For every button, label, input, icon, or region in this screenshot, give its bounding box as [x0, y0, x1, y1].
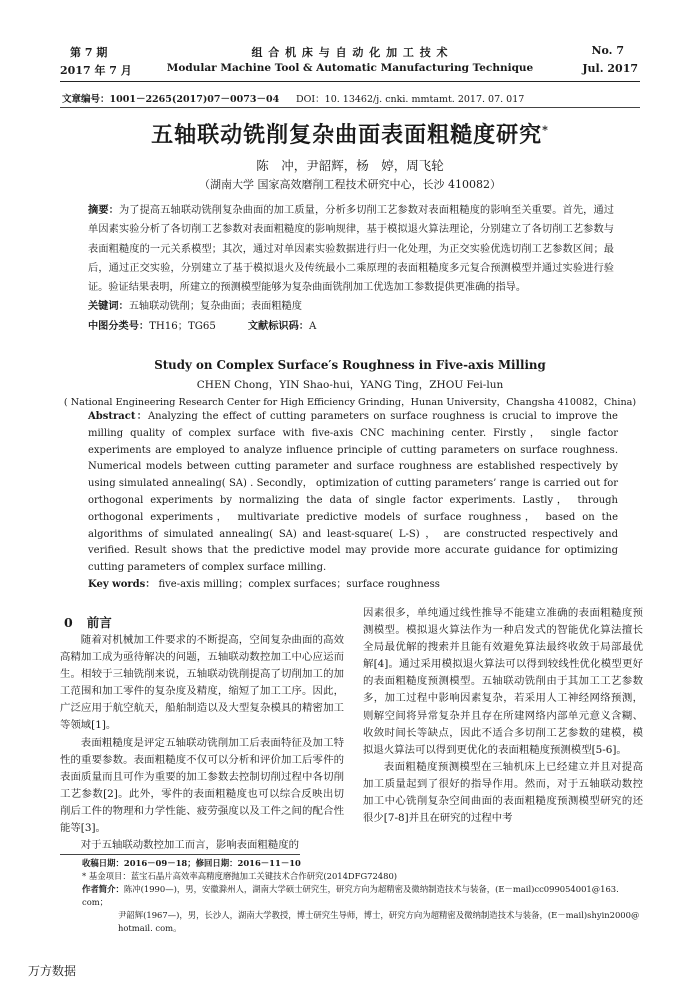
abstract-cn-label: 摘要：: [88, 204, 119, 216]
header-date-cn: 2017 年 7 月: [60, 64, 132, 77]
keywords-cn: 五轴联动铣削；复杂曲面；表面粗糙度: [128, 301, 302, 313]
header-issue-en: No. 7: [591, 44, 624, 57]
footnote-bio-1: 陈冲(1990—)，男，安徽滁州人，湖南大学硕士研究生，研究方向为超精密及微纳制造技术与装备，(E－mail)cc099054001@163. com；: [82, 884, 619, 907]
section-number: 0: [64, 615, 73, 630]
header-rule: [60, 81, 640, 82]
section-heading: [64, 613, 112, 631]
watermark: 万方数据: [28, 964, 77, 978]
abstract-en-label: Abstract：: [88, 411, 148, 422]
body-paragraph: 表面粗糙度是评定五轴联动铣削加工后表面特征及加工特性的重要参数。表面粗糙度不仅可以分析和评价加工后零件的表面质量而且可作为重要的加工参数去控制切削过程中各切削工艺参数[2]。此外，零件的表面粗糙度也可以综合反映出切削后工件的物理和力学性能、疲劳强度以及工件之间的配合性能等[3]。: [60, 736, 344, 835]
footnotes: [82, 857, 642, 935]
title-footnote-mark: *: [542, 123, 549, 137]
doc-code-label: 文献标识码：: [247, 319, 309, 332]
clc-number: TH16；TG65: [149, 320, 216, 332]
abstract-en-text: Analyzing the effect of cutting parameters on surface roughness is crucial to improve the milling quality of complex surface with five-axis CNC machining center. Firstly， single factor experiments are employed to analyze influence principle of cutting parameters on surface roughness. Numerical models between cutting parameter and surface roughness are established respectively by using simulated annealing( SA) . Secondly， optimization of cutting parameters’ range is carried out for orthogonal experiments by normalizing the data of single factor experiments. Lastly， through orthogonal experiments， multivariate predictive models of surface roughness， based on the algorithms of simulated annealing( SA) and least-square( L-S) ， are constructed respectively and verified. Result shows that the predictive model may provide more accurate guidance for optimizing cutting parameters of complex surface milling.: [88, 411, 618, 574]
header-issue-cn: 第 7 期: [70, 46, 108, 59]
doc-code: A: [308, 320, 317, 332]
title-en: Study on Complex Surface′s Roughness in Five-axis Milling: [154, 358, 546, 372]
footnote-fund: * 基金项目：蓝宝石晶片高效率高精度磨抛加工关键技术合作研究(2014DFG72480): [82, 871, 398, 881]
body-right-column: [363, 605, 643, 827]
body-paragraph: 随着对机械加工件要求的不断提高，空间复杂曲面的高效高精加工成为亟待解决的问题，五轴联动数控加工中心应运而生。相较于三轴铣削来说，五轴联动铣削提高了切削加工的加工范围和加工零件的复杂度及精度，缩短了加工工序。因此，广泛应用于航空航天，船舶制造以及大型复杂模具的精密加工等领域[1]。: [60, 634, 344, 732]
abstract-en: [88, 409, 618, 594]
section-title: 前言: [86, 615, 112, 630]
footnote-bio-2: 尹韶辉(1967—)，男，长沙人，湖南大学教授，博士研究生导师，博士，研究方向为超精密及微纳制造技术与装备，(E－mail)shyin2000@: [118, 910, 640, 920]
body-paragraph: 因素很多，单纯通过线性推导不能建立准确的表面粗糙度预测模型。模拟退火算法作为一种启发式的智能优化算法擅长全局最优解的搜索并且能有效避免算法最终收敛于局部最优解[4]。通过采用模拟退火算法可以得到较线性优化模型更好的表面粗糙度预测模型。五轴联动铣削由于其加工工艺参数多，加工过程中影响因素复杂，若采用人工神经网络预测，则解空间将异常复杂并且存在所建网络内部单元意义含糊、收敛时间长等缺点，因此不适合多切削工艺参数的建模，模拟退火算法可以得到更优化的表面粗糙度预测模型[5-6]。: [363, 607, 643, 756]
meta-rule: [60, 107, 640, 108]
abstract-cn: [88, 201, 614, 336]
header-date-en: Jul. 2017: [582, 62, 638, 75]
footnote-received: 收稿日期：2016－09－18；修回日期：2016－11－10: [82, 858, 301, 868]
body-paragraph: 表面粗糙度预测模型在三轴机床上已经建立并且对提高加工质量起到了很好的指导作用。然而，对于五轴联动数控加工中心铣削复杂空间曲面的表面粗糙度预测模型研究的还很少[7-8]并且在研究的过程中考: [363, 760, 643, 825]
clc-label: 中图分类号：: [88, 319, 150, 332]
body-paragraph: 对于五轴联动数控加工而言，影响表面粗糙度的: [80, 839, 299, 852]
header-journal-cn: 组 合 机 床 与 自 动 化 加 工 技 术: [251, 46, 449, 59]
footnote-bio-3: hotmail. com。: [118, 923, 182, 933]
title-cn: [60, 118, 640, 149]
doi: DOI：10. 13462/j. cnki. mmtamt. 2017. 07. 017: [296, 94, 525, 105]
affiliation-cn: （湖南大学 国家高效磨削工程技术研究中心，长沙 410082）: [199, 178, 501, 191]
keywords-en: five-axis milling；complex surfaces；surface roughness: [158, 578, 440, 590]
footnote-bio-label: 作者简介：: [82, 884, 124, 894]
authors-en: CHEN Chong，YIN Shao-hui，YANG Ting，ZHOU Fei-lun: [196, 379, 504, 391]
keywords-en-label: Key words：: [88, 578, 156, 590]
authors-cn: 陈 冲，尹韶辉，杨 婷，周飞轮: [256, 158, 444, 173]
title-cn-text: 五轴联动铣削复杂曲面表面粗糙度研究: [151, 122, 543, 148]
article-number: 文章编号：1001－2265(2017)07－0073－04: [62, 94, 280, 105]
abstract-cn-text: 为了提高五轴联动铣削复杂曲面的加工质量，分析多切削工艺参数对表面粗糙度的影响至关重要。首先，通过单因素实验分析了各切削工艺参数对表面粗糙度的影响规律，基于模拟退火算法理论，分别建立了各切削工艺参数与表面粗糙度的一元关系模型；其次，通过对单因素实验数据进行归一化处理，为正交实验优选切削工艺参数区间；最后，通过正交实验，分别建立了基于模拟退火及传统最小二乘原理的表面粗糙度多元复合预测模型并通过实验进行验证。验证结果表明，所建立的预测模型能够为复杂曲面铣削加工优选加工参数提供更准确的指导。: [88, 205, 614, 294]
body-left-column: [60, 632, 344, 854]
affiliation-en: ( National Engineering Research Center for High Efficiency Grinding，Hunan University，Changsha 410082，China): [63, 397, 637, 408]
header-journal-en: Modular Machine Tool & Automatic Manufacturing Technique: [166, 62, 534, 74]
keywords-cn-label: 关键词：: [88, 300, 129, 313]
footnote-rule: [60, 854, 300, 855]
